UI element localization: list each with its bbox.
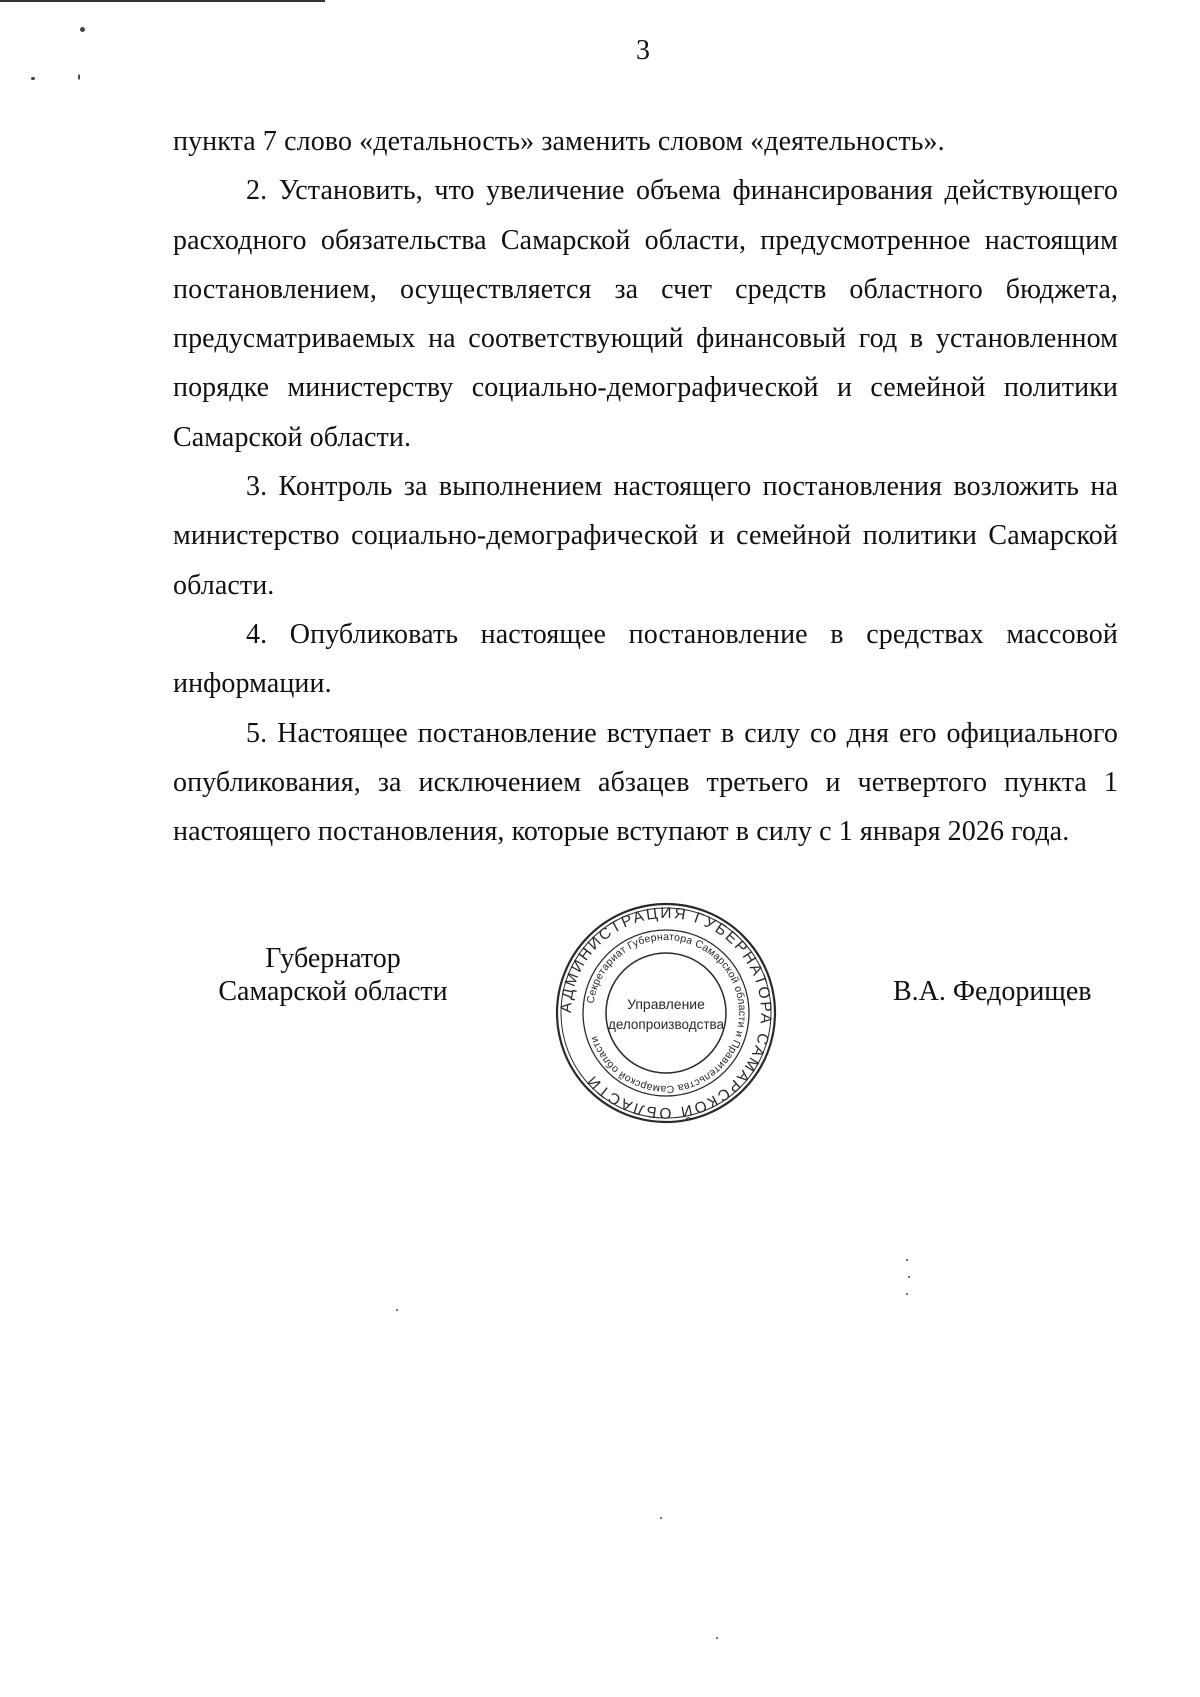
scan-speck xyxy=(906,1259,908,1261)
scan-speck xyxy=(396,1309,398,1311)
official-seal-stamp xyxy=(553,900,779,1126)
stamp-inner-text: Секретариат Губернатора Самарской области и Правительства Самарской области xyxy=(584,930,749,1096)
scan-speck xyxy=(660,1517,662,1519)
scan-speck xyxy=(31,77,35,80)
stamp-middle-ring xyxy=(583,930,749,1096)
scan-speck xyxy=(906,1293,908,1295)
signer-position-line2: Самарской области xyxy=(218,976,448,1007)
scan-speck xyxy=(716,1637,718,1639)
paragraph-item-2: 2. Установить, что увеличение объема финансирования действующего расходного обязательства Самарской области, предусмотренное настоящим постановлением, осуществляется за счет средств областного бюджета, предусматриваемых на соответствующий финансовый год в установленном порядке министерству социально-демографической и семейной политики Самарской области. xyxy=(173,175,1118,453)
stamp-outer-text: АДМИНИСТРАЦИЯ ГУБЕРНАТОРА САМАРСКОЙ ОБЛАСТИ xyxy=(557,904,775,1122)
top-edge-line xyxy=(0,0,325,2)
scan-speck xyxy=(80,27,85,32)
paragraph-continuation: пункта 7 слово «детальность» заменить словом «деятельность». xyxy=(173,126,945,157)
scan-speck xyxy=(78,74,80,80)
signer-position xyxy=(193,942,473,1008)
stamp-center-line2: делопроизводства xyxy=(607,1017,725,1032)
page-number: 3 xyxy=(636,35,650,66)
paragraph-item-4: 4. Опубликовать настоящее постановление в средствах массовой информации. xyxy=(173,618,1118,700)
signer-position-line1: Губернатор xyxy=(265,943,401,974)
paragraph-item-3: 3. Контроль за выполнением настоящего постановления возложить на министерство социально-демографической и семейной политики Самарской области. xyxy=(173,471,1118,601)
stamp-inner-ring xyxy=(606,953,726,1073)
scan-speck xyxy=(908,1276,910,1278)
stamp-center-line1: Управление xyxy=(627,996,705,1012)
paragraph-item-5: 5. Настоящее постановление вступает в силу со дня его официального опубликования, за исключением абзацев третьего и четвертого пункта 1 настоящего постановления, которые вступают в силу с 1 января 2026 года. xyxy=(173,717,1118,848)
signer-name: В.А. Федорищев xyxy=(893,976,1092,1007)
document-body xyxy=(173,117,1118,856)
